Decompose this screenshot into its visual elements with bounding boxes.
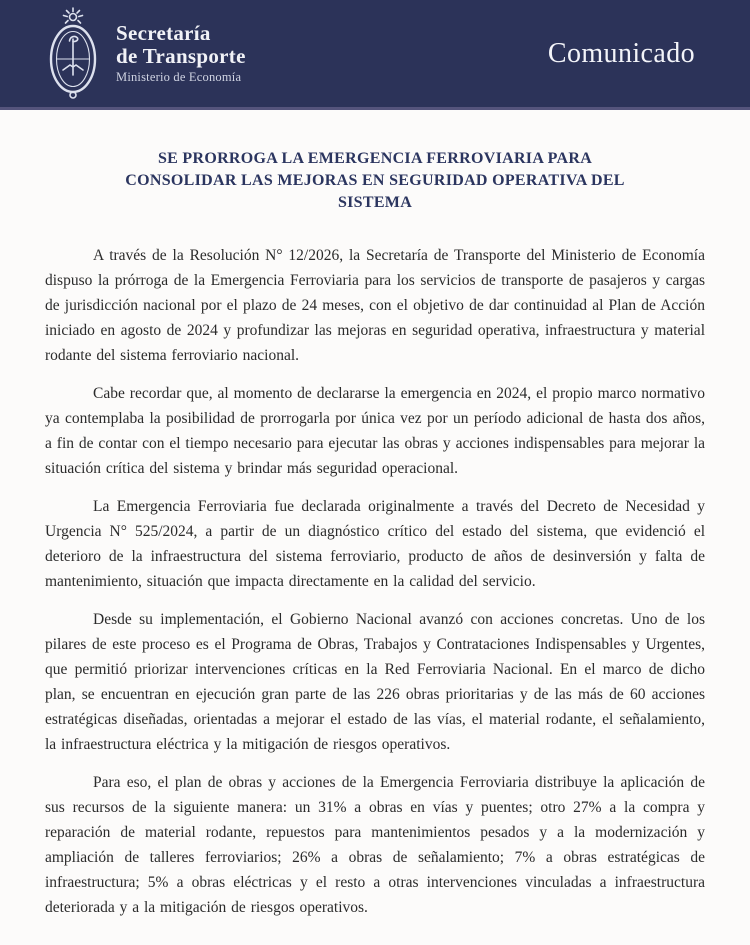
- document-type-label: Comunicado: [547, 37, 695, 69]
- paragraph-5: Para eso, el plan de obras y acciones de la Emergencia Ferroviaria distribuye la aplicación de sus recursos de la siguiente manera: un 31% a obras en vías y puentes; otro 27% a la compra y reparación de material rodante, repuestos para mantenimientos pesados y a la modernización y ampliación de talleres ferroviarios; 26% a obras de señalamiento; 7% a obras estratégicas de infraestructura; 5% a obras eléctricas y el resto a otras intervenciones vinculadas a infraestructura deteriorada y a la mitigación de riesgos operativos.: [45, 774, 705, 916]
- org-name-line-2: de Transporte: [116, 43, 246, 68]
- org-title-block: [116, 22, 246, 85]
- paragraph-container: [45, 243, 705, 920]
- title-line-3: SISTEMA: [337, 194, 413, 211]
- coat-of-arms-icon: [44, 6, 102, 102]
- paragraph-2: Cabe recordar que, al momento de declararse la emergencia en 2024, el propio marco normativo ya contemplaba la posibilidad de prorrogarla por única vez por un período adicional de hasta dos años, a fin de contar con el tiempo necesario para ejecutar las obras y acciones indispensables para mejorar la situación crítica del sistema y brindar más seguridad operacional.: [45, 385, 705, 477]
- paragraph-4: Desde su implementación, el Gobierno Nacional avanzó con acciones concretas. Uno de los pilares de este proceso es el Programa de Obras, Trabajos y Contrataciones Indispensables y Urgentes, que permitió priorizar intervenciones críticas en la Red Ferroviaria Nacional. En el marco de dicho plan, se encuentran en ejecución gran parte de las 226 obras prioritarias y de las más de 60 acciones estratégicas diseñadas, orientadas a mejorar el estado de las vías, el material rodante, el señalamiento, la infraestructura eléctrica y la mitigación de riesgos operativos.: [45, 611, 705, 753]
- title-line-1: SE PRORROGA LA EMERGENCIA FERROVIARIA PARA: [157, 150, 593, 167]
- paragraph-1: A través de la Resolución N° 12/2026, la Secretaría de Transporte del Ministerio de Economía dispuso la prórroga de la Emergencia Ferroviaria para los servicios de transporte de pasajeros y cargas de jurisdicción nacional por el plazo de 24 meses, con el objetivo de dar continuidad al Plan de Acción iniciado en agosto de 2024 y profundizar las mejoras en seguridad operativa, infraestructura y material rodante del sistema ferroviario nacional.: [45, 247, 705, 364]
- org-ministry-label: Ministerio de Economía: [116, 70, 242, 85]
- org-name-line-1: Secretaría: [116, 21, 211, 46]
- title-line-2: CONSOLIDAR LAS MEJORAS EN SEGURIDAD OPERATIVA DEL: [125, 172, 625, 189]
- document-body: [0, 148, 750, 920]
- document-title: [45, 148, 705, 214]
- header-bar: [0, 0, 750, 110]
- paragraph-3: La Emergencia Ferroviaria fue declarada originalmente a través del Decreto de Necesidad y Urgencia N° 525/2024, a partir de un diagnóstico crítico del estado del sistema, que evidenció el deterioro de la infraestructura del sistema ferroviario, producto de años de desinversión y falta de mantenimiento, situación que impacta directamente en la calidad del servicio.: [45, 498, 705, 590]
